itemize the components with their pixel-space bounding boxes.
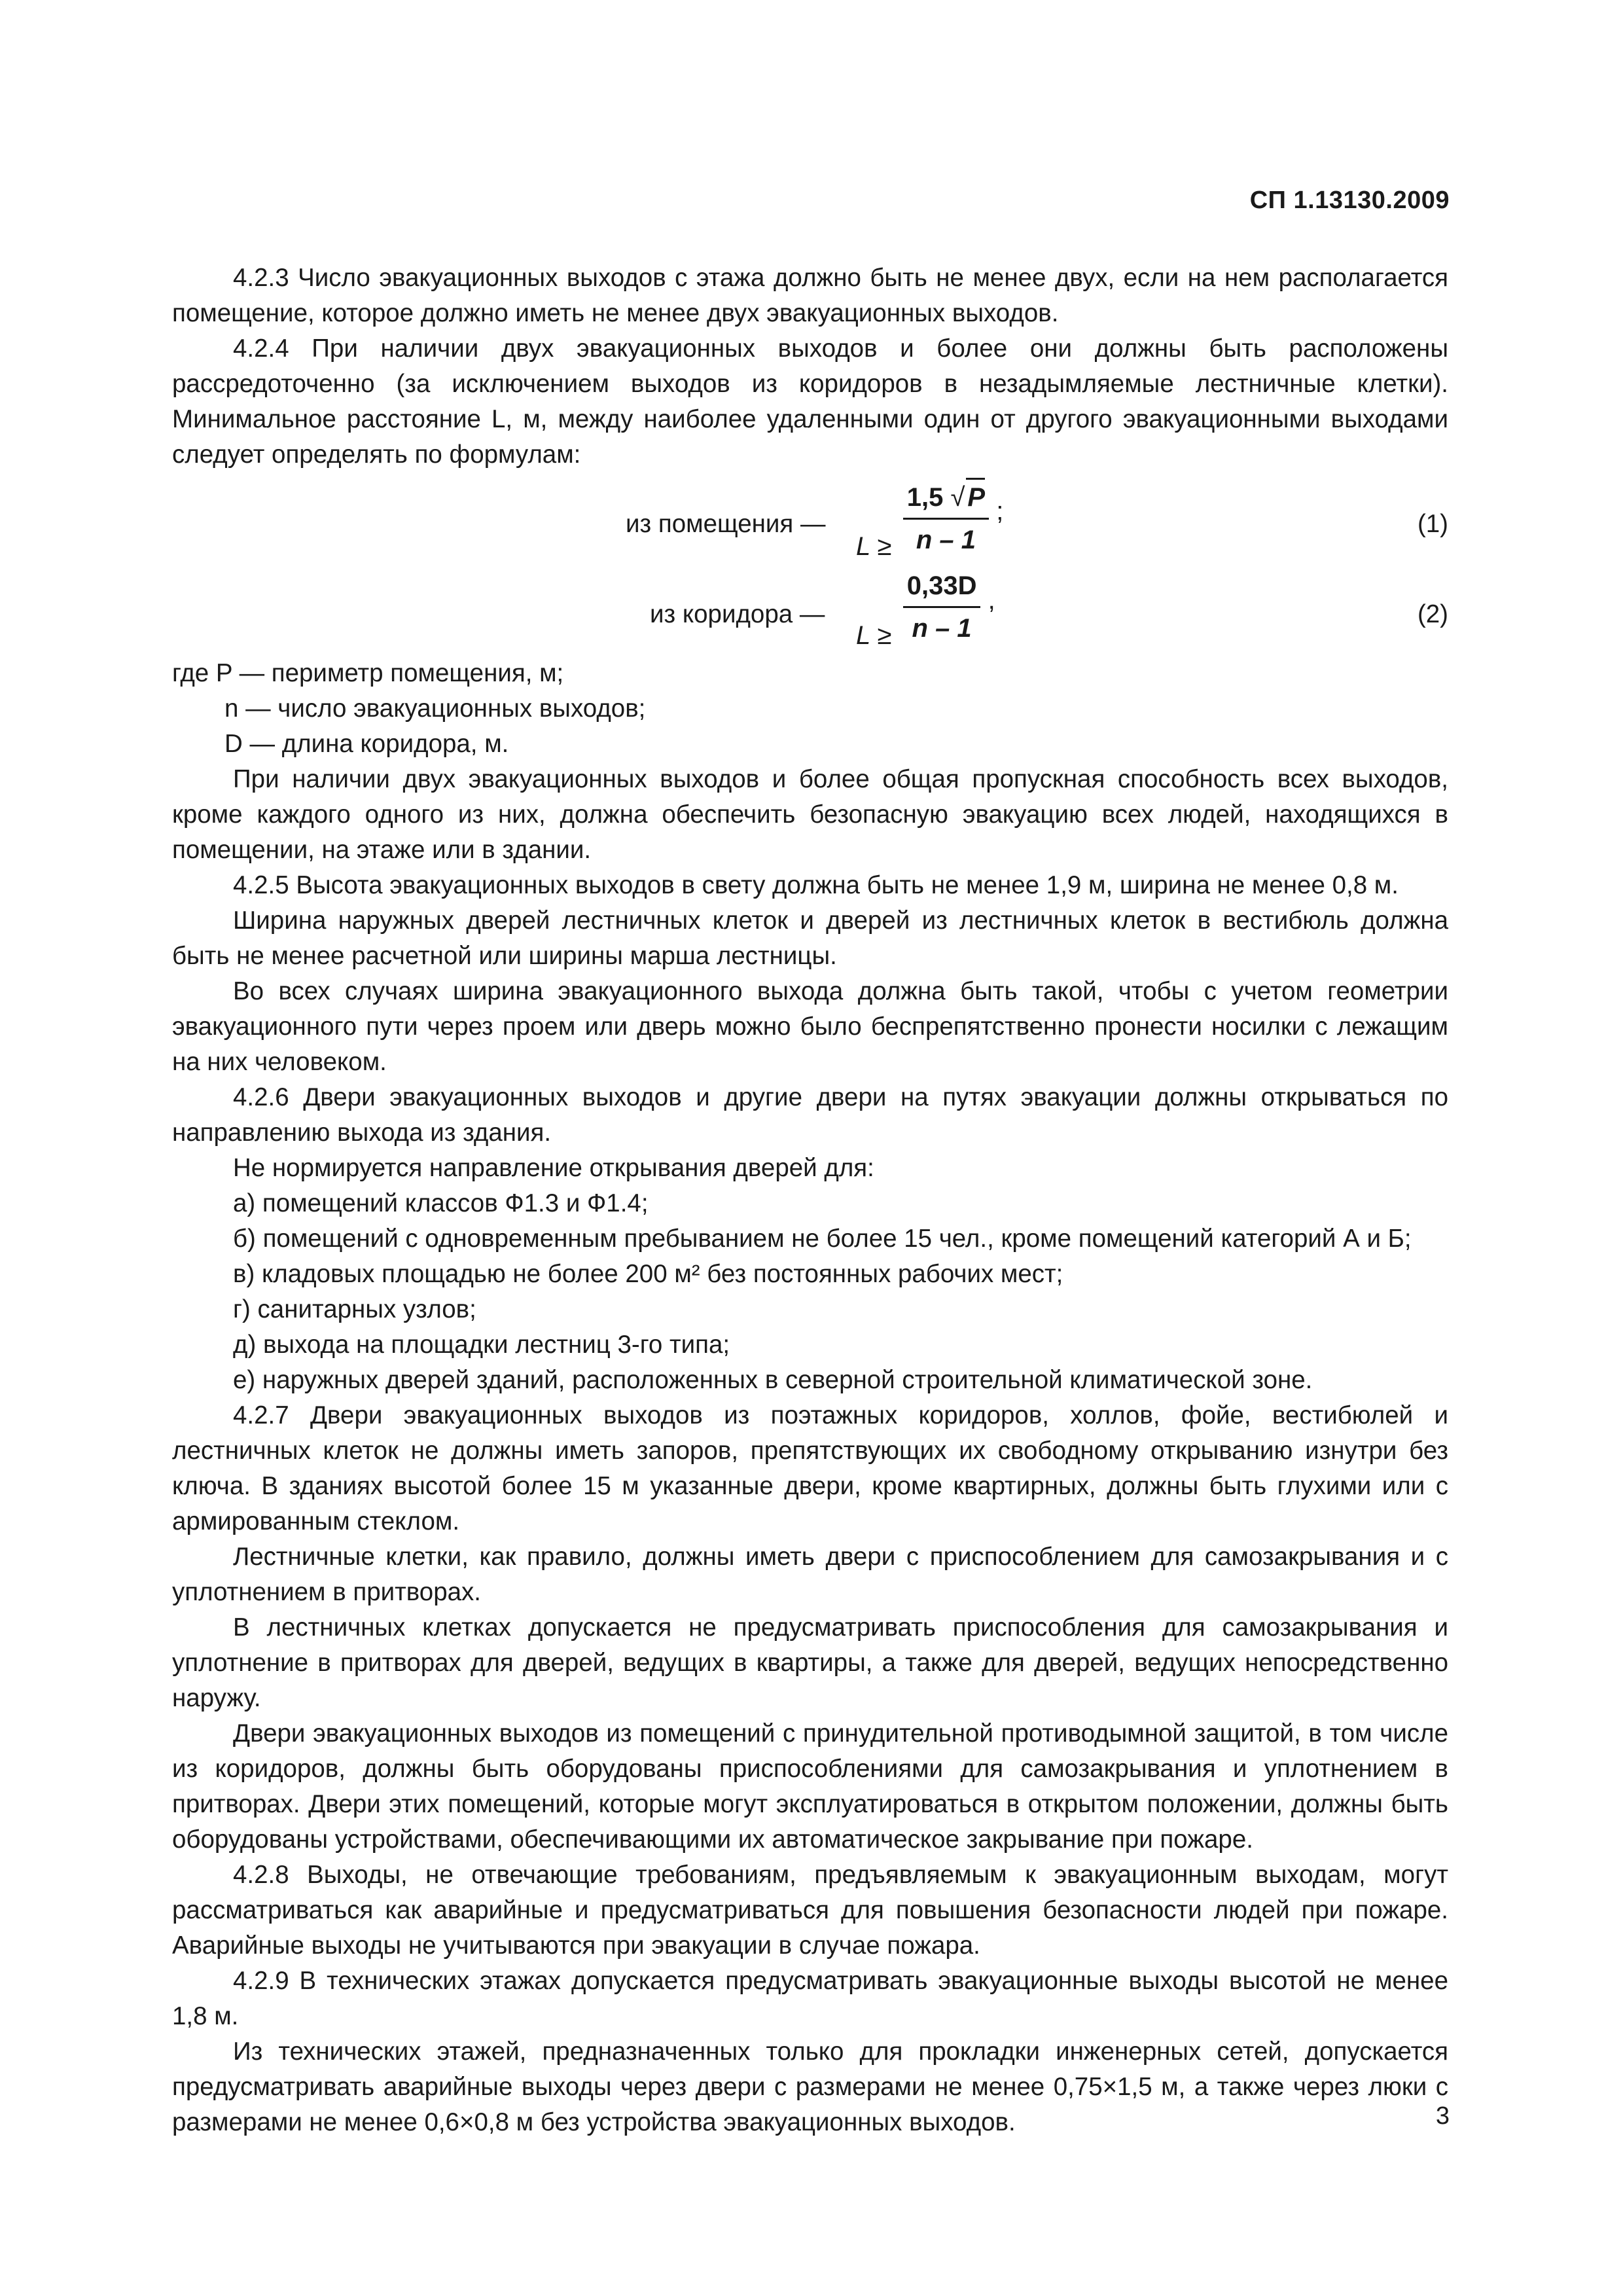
formula-1-lhs: L ≥ [856, 531, 892, 561]
formula-2-number: (2) [1417, 600, 1448, 628]
list-item-a: а) помещений классов Ф1.3 и Ф1.4; [233, 1189, 649, 1217]
formula-2-lhs: L ≥ [856, 621, 892, 651]
list-item-b: б) помещений с одновременным пребыванием не более 15 чел., кроме помещений категорий А и Б; [233, 1225, 1412, 1253]
formula-1-denominator: n – 1 [916, 526, 976, 554]
document-body [172, 260, 1448, 2140]
paragraph-not-regulated: Не нормируется направление открывания дверей для: [233, 1154, 874, 1182]
paragraph-4-2-9: 4.2.9 В технических этажах допускается предусматривать эвакуационные выходы высотой не менее 1,8 м. [172, 1967, 1448, 2030]
paragraph-4-2-6: 4.2.6 Двери эвакуационных выходов и другие двери на путях эвакуации должны открываться по направлению выхода из здания. [172, 1083, 1448, 1147]
definition-n: n — число эвакуационных выходов; [224, 694, 646, 723]
document-code: СП 1.13130.2009 [1249, 187, 1450, 214]
paragraph-exits-capacity: При наличии двух эвакуационных выходов и более общая пропускная способность всех выходов, кроме каждого одного из них, должна обеспечить безопасную эвакуацию всех людей, находящихся в помещении, на этаже или в здании. [172, 765, 1448, 864]
paragraph-door-width: Ширина наружных дверей лестничных клеток и дверей из лестничных клеток в вестибюль должна быть не менее расчетной или ширины марша лестницы. [172, 906, 1448, 970]
formula-1-expression [856, 478, 1004, 561]
paragraph-technical-floors: Из технических этажей, предназначенных только для прокладки инженерных сетей, допускается предусматривать аварийные выходы через двери с размерами не менее 0,75×1,5 м, а также через люки с размерами не менее 0,6×0,8 м без устройства эвакуационных выходов. [172, 2037, 1448, 2136]
paragraph-4-2-8: 4.2.8 Выходы, не отвечающие требованиям, предъявляемым к эвакуационным выходам, могут рассматриваться как аварийные и предусматриваться для повышения безопасности людей при пожаре. Аварийные выходы не учитываются при эвакуации в случае пожара. [172, 1861, 1448, 1960]
paragraph-smoke-protection: Двери эвакуационных выходов из помещений с принудительной противодымной защитой, в том числе из коридоров, должны быть оборудованы приспособлениями для самозакрывания и уплотнением в притворах. Двери этих помещений, которые могут эксплуатироваться в открытом положении, должны быть оборудованы устройствами, обеспечивающими их автоматическое закрывание при пожаре. [172, 1719, 1448, 1854]
formula-2-tail: , [988, 586, 995, 615]
formula-2-denominator: n – 1 [912, 614, 972, 643]
formula-1-coef: 1,5 [906, 483, 944, 512]
formula-2 [172, 565, 1448, 656]
page-number: 3 [1435, 2102, 1450, 2130]
formula-2-lead: из коридора — [650, 600, 825, 628]
formula-2-numerator: 0,33D [903, 568, 981, 608]
list-item-g: г) санитарных узлов; [233, 1295, 476, 1323]
formula-1-fraction: $\frac{1,5 √ P}{n - 1}$ [903, 478, 989, 558]
list-item-v: в) кладовых площадью не более 200 м² без постоянных рабочих мест; [233, 1260, 1063, 1288]
definition-d: D — длина коридора, м. [224, 730, 509, 758]
formula-2-fraction [903, 568, 981, 646]
list-item-e: е) наружных дверей зданий, расположенных в северной строительной климатической зоне. [233, 1366, 1313, 1394]
formula-1-number: (1) [1417, 510, 1448, 538]
definition-p: где P — периметр помещения, м; [172, 659, 564, 687]
paragraph-4-2-5: 4.2.5 Высота эвакуационных выходов в свету должна быть не менее 1,9 м, ширина не менее 0,8 м. [233, 871, 1399, 899]
formula-1-tail: ; [996, 496, 1004, 526]
formula-1-lead: из помещения — [626, 510, 826, 538]
paragraph-stair-exceptions: В лестничных клетках допускается не предусматривать приспособления для самозакрывания и уплотнение в притворах для дверей, ведущих в квартиры, а также для дверей, ведущих непосредственно наружу. [172, 1613, 1448, 1712]
paragraph-4-2-4: 4.2.4 При наличии двух эвакуационных выходов и более они должны быть расположены рассредоточенно (за исключением выходов из коридоров в незадымляемые лестничные клетки). Минимальное расстояние L, м, между наиболее удаленными один от другого эвакуационными выходами следует определять по формулам: [172, 334, 1448, 469]
formula-1 [172, 475, 1448, 565]
list-item-d: д) выхода на площадки лестниц 3-го типа; [233, 1331, 730, 1359]
paragraph-4-2-3: 4.2.3 Число эвакуационных выходов с этажа должно быть не менее двух, если на нем располагается помещение, которое должно иметь не менее двух эвакуационных выходов. [172, 264, 1448, 327]
formula-1-var: P [966, 478, 985, 515]
paragraph-stair-doors: Лестничные клетки, как правило, должны иметь двери с приспособлением для самозакрывания и с уплотнением в притворах. [172, 1543, 1448, 1606]
paragraph-4-2-7: 4.2.7 Двери эвакуационных выходов из поэтажных коридоров, холлов, фойе, вестибюлей и лестничных клеток не должны иметь запоров, препятствующих их свободному открыванию изнутри без ключа. В зданиях высотой более 15 м указанные двери, кроме квартирных, должны быть глухими или с армированным стеклом. [172, 1401, 1448, 1535]
formula-2-expression [856, 568, 995, 651]
paragraph-stretcher: Во всех случаях ширина эвакуационного выхода должна быть такой, чтобы с учетом геометрии эвакуационного пути через проем или дверь можно было беспрепятственно пронести носилки с лежащим на них человеком. [172, 977, 1448, 1076]
